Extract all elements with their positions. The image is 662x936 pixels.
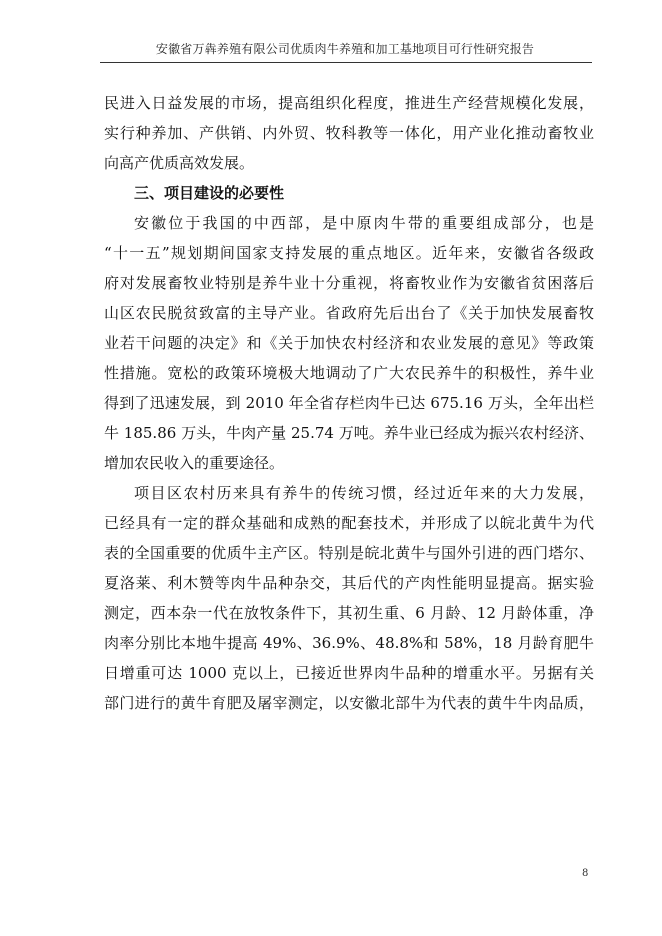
paragraph-line: 安徽位于我国的中西部，是中原肉牛带的重要组成部分，也是 xyxy=(134,214,594,232)
paragraph-line: 已经具有一定的群众基础和成熟的配套技术，并形成了以皖北黄牛为代 xyxy=(104,514,594,532)
paragraph-line: 牛 185.86 万头，牛肉产量 25.74 万吨。养牛业已经成为振兴农村经济、 xyxy=(104,424,594,442)
paragraph-line: 表的全国重要的优质牛主产区。特别是皖北黄牛与国外引进的西门塔尔、 xyxy=(104,544,594,562)
paragraph-line: 肉率分别比本地牛提高 49%、36.9%、48.8%和 58%，18 月龄育肥牛 xyxy=(104,634,594,652)
paragraph-line: 测定，西本杂一代在放牧条件下，其初生重、6 月龄、12 月龄体重，净 xyxy=(104,604,594,622)
paragraph-line: 向高产优质高效发展。 xyxy=(104,154,255,172)
paragraph-line: 实行种养加、产供销、内外贸、牧科教等一体化，用产业化推动畜牧业 xyxy=(104,124,594,142)
paragraph-line: 民进入日益发展的市场，提高组织化程度，推进生产经营规模化发展， xyxy=(104,94,594,112)
paragraph-line: 项目区农村历来具有养牛的传统习惯，经过近年来的大力发展， xyxy=(134,484,594,502)
page-number: 8 xyxy=(582,868,589,879)
paragraph-line: 得到了迅速发展，到 2010 年全省存栏肉牛已达 675.16 万头，全年出栏 xyxy=(104,394,594,412)
paragraph-line: 业若干问题的决定》和《关于加快农村经济和农业发展的意见》等政策 xyxy=(104,334,594,352)
paragraph-line: 部门进行的黄牛育肥及屠宰测定，以安徽北部牛为代表的黄牛牛肉品质， xyxy=(104,694,594,712)
paragraph-line: 府对发展畜牧业特别是养牛业十分重视，将畜牧业作为安徽省贫困落后 xyxy=(104,274,594,292)
paragraph-line: “十一五”规划期间国家支持发展的重点地区。近年来，安徽省各级政 xyxy=(104,244,594,262)
paragraph-line: 日增重可达 1000 克以上，已接近世界肉牛品种的增重水平。另据有关 xyxy=(104,664,594,682)
document-body xyxy=(104,88,594,718)
header-divider xyxy=(100,62,592,63)
paragraph-line: 性措施。宽松的政策环境极大地调动了广大农民养牛的积极性，养牛业 xyxy=(104,364,594,382)
section-heading: 三、项目建设的必要性 xyxy=(134,184,285,202)
paragraph-line: 夏洛莱、利木赞等肉牛品种杂交，其后代的产肉性能明显提高。据实验 xyxy=(104,574,594,592)
page-header: 安徽省万犇养殖有限公司优质肉牛养殖和加工基地项目可行性研究报告 xyxy=(155,42,535,56)
paragraph-line: 山区农民脱贫致富的主导产业。省政府先后出台了《关于加快发展畜牧 xyxy=(104,304,594,322)
paragraph-line: 增加农民收入的重要途径。 xyxy=(104,454,285,472)
